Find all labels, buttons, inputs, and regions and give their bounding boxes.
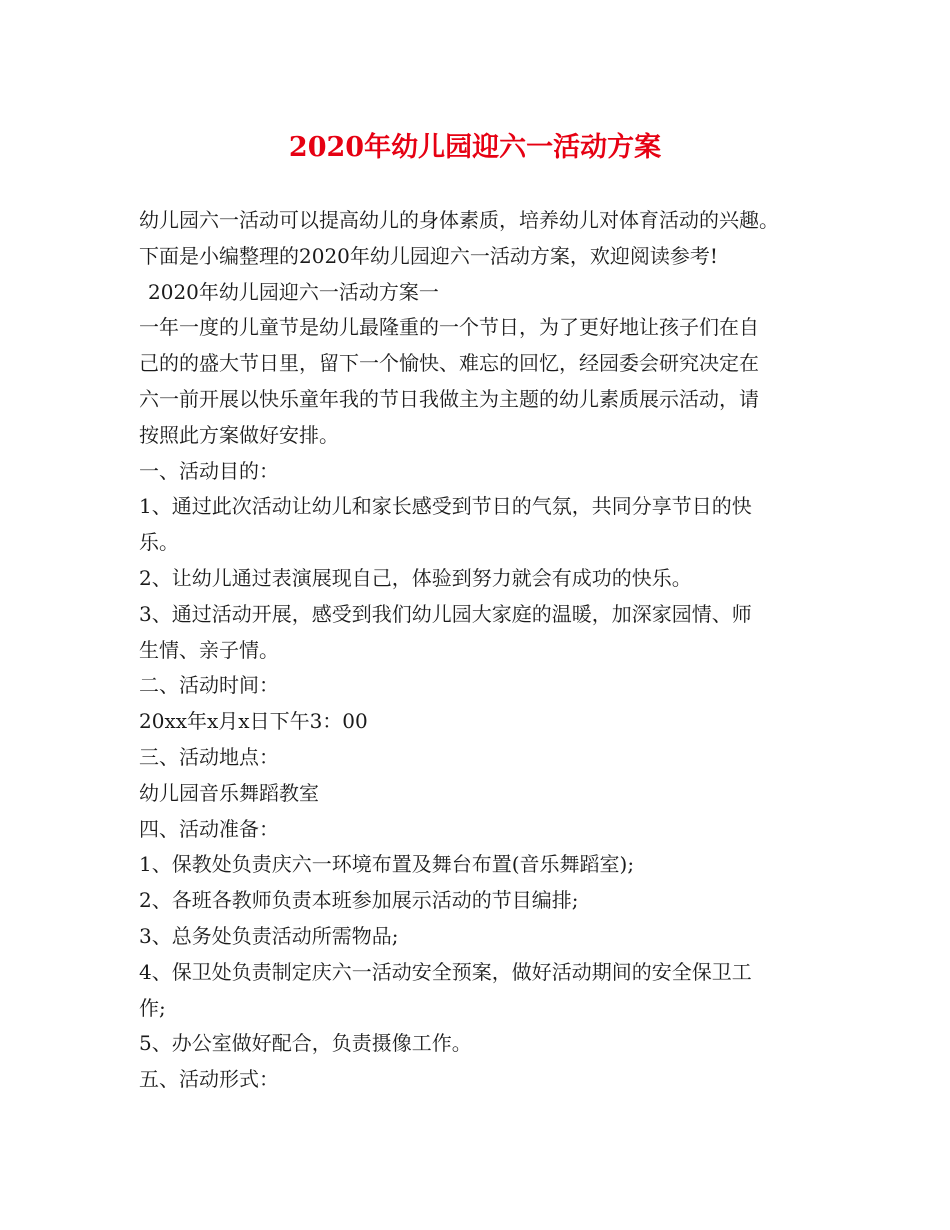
list-item: 4、保卫处负责制定庆六一活动安全预案，做好活动期间的安全保卫工 bbox=[139, 959, 752, 984]
paragraph-line: 按照此方案做好安排。 bbox=[139, 422, 339, 447]
section-heading: 一、活动目的： bbox=[139, 458, 279, 483]
list-item: 3、通过活动开展，感受到我们幼儿园大家庭的温暖，加深家园情、师 bbox=[139, 601, 752, 626]
list-item: 3、总务处负责活动所需物品; bbox=[139, 923, 399, 948]
section-heading: 四、活动准备： bbox=[139, 816, 279, 841]
paragraph-line: 一年一度的儿童节是幼儿最隆重的一个节日，为了更好地让孩子们在自 bbox=[139, 315, 759, 340]
list-item: 乐。 bbox=[139, 530, 179, 555]
paragraph-line: 幼儿园音乐舞蹈教室 bbox=[139, 780, 319, 805]
paragraph-line: 幼儿园六一活动可以提高幼儿的身体素质，培养幼儿对体育活动的兴趣。 bbox=[139, 208, 779, 232]
list-item: 2、各班各教师负责本班参加展示活动的节目编排; bbox=[139, 888, 579, 913]
section-heading: 2020年幼儿园迎六一活动方案一 bbox=[148, 279, 439, 304]
list-item: 1、通过此次活动让幼儿和家长感受到节日的气氛，共同分享节日的快 bbox=[139, 494, 752, 519]
list-item: 1、保教处负责庆六一环境布置及舞台布置(音乐舞蹈室); bbox=[139, 852, 635, 877]
paragraph-line: 下面是小编整理的2020年幼儿园迎六一活动方案，欢迎阅读参考! bbox=[139, 243, 718, 268]
list-item: 5、办公室做好配合，负责摄像工作。 bbox=[139, 1031, 472, 1056]
section-heading: 二、活动时间： bbox=[139, 673, 279, 698]
section-heading: 三、活动地点： bbox=[139, 744, 279, 769]
document-body bbox=[139, 203, 839, 1098]
list-item: 2、让幼儿通过表演展现自己，体验到努力就会有成功的快乐。 bbox=[139, 565, 692, 590]
section-heading: 五、活动形式： bbox=[139, 1067, 279, 1092]
document-title: 2020年幼儿园迎六一活动方案 bbox=[288, 132, 662, 163]
paragraph-line: 六一前开展以快乐童年我的节日我做主为主题的幼儿素质展示活动，请 bbox=[139, 386, 759, 411]
paragraph-line: 20xx年x月x日下午3：00 bbox=[139, 709, 368, 734]
paragraph-line: 己的的盛大节日里，留下一个愉快、难忘的回忆，经园委会研究决定在 bbox=[139, 351, 759, 376]
list-item: 生情、亲子情。 bbox=[139, 637, 279, 662]
list-item: 作; bbox=[139, 995, 166, 1020]
